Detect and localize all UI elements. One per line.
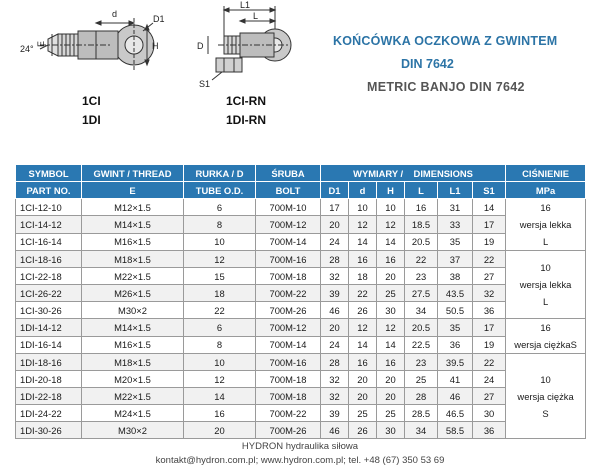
table-cell: 20: [349, 388, 377, 405]
table-cell: 16: [377, 251, 405, 268]
table-cell: 41: [438, 371, 473, 388]
table-body: [16, 199, 586, 439]
model-label-right: [226, 92, 266, 130]
header-gwint: GWINT / THREAD: [82, 165, 184, 182]
pressure-desc: wersja lekka: [519, 279, 572, 290]
table-cell: 28: [321, 354, 349, 371]
table-cell: 20: [377, 268, 405, 285]
table-cell: 1DI-16-14: [16, 336, 82, 354]
pressure-desc: wersja lekka: [519, 219, 572, 230]
table-cell: 17: [473, 216, 506, 233]
banjo-fitting-rn-drawing: [208, 6, 291, 80]
table-cell: 26: [349, 422, 377, 439]
table-cell: 1DI-24-22: [16, 405, 82, 422]
header-symbol: SYMBOL: [16, 165, 82, 182]
model-label-left: [82, 92, 101, 130]
table-cell: 39: [321, 405, 349, 422]
header-mpa: MPa: [506, 182, 586, 199]
title-english: METRIC BANJO DIN 7642: [367, 80, 525, 94]
table-cell: 20: [321, 216, 349, 233]
table-row: [16, 336, 586, 354]
table-cell: 20: [377, 388, 405, 405]
table-cell: 700M-14: [256, 233, 321, 250]
table-cell: 22: [405, 251, 438, 268]
table-cell: 20: [377, 371, 405, 388]
header-wymiary: WYMIARY / DIMENSIONS: [321, 165, 506, 182]
header-d1: D1: [321, 182, 349, 199]
table-row: [16, 422, 586, 439]
table-cell: 34: [405, 302, 438, 319]
label-l1: L1: [240, 0, 251, 10]
table-cell: 1DI-20-18: [16, 371, 82, 388]
table-cell: 22: [473, 354, 506, 371]
table-row: [16, 405, 586, 422]
table-cell: 27: [473, 268, 506, 285]
table-row: [16, 371, 586, 388]
table-cell: 1DI-14-12: [16, 319, 82, 337]
table-cell: 10: [184, 233, 256, 250]
table-cell: 24: [321, 336, 349, 354]
table-cell: 700M-12: [256, 216, 321, 233]
table-row: [16, 302, 586, 319]
label-angle: 24°: [20, 44, 34, 54]
table-cell: 35: [438, 233, 473, 250]
header-rurka-sub: TUBE O.D.: [184, 182, 256, 199]
table-cell: 700M-10: [256, 199, 321, 216]
pressure-desc: wersja ciężka: [517, 390, 574, 402]
table-cell: 31: [438, 199, 473, 216]
pressure-value: 10: [540, 262, 551, 273]
table-cell: 22: [473, 251, 506, 268]
table-cell: 20: [184, 422, 256, 439]
pressure-cell: [506, 354, 586, 439]
table-cell: 24: [473, 371, 506, 388]
label-h: H: [152, 41, 159, 51]
header-sruba-sub: BOLT: [256, 182, 321, 199]
table-cell: 18.5: [405, 216, 438, 233]
table-cell: 700M-12: [256, 319, 321, 337]
table-cell: 46: [321, 422, 349, 439]
title-block: [333, 34, 583, 94]
table-cell: M26×1.5: [82, 285, 184, 302]
pressure-desc: wersja ciężkaS: [514, 339, 577, 350]
header-row-2: [16, 182, 586, 199]
model-1ci-rn: 1CI-RN: [226, 94, 267, 108]
table-cell: M12×1.5: [82, 199, 184, 216]
header-s1: S1: [473, 182, 506, 199]
table-cell: 1CI-14-12: [16, 216, 82, 233]
footer-contact: kontakt@hydron.com.pl; www.hydron.com.pl; tel. +48 (67) 350 53 69: [155, 455, 445, 466]
table-cell: 17: [321, 199, 349, 216]
table-cell: 32: [473, 285, 506, 302]
table-cell: 14: [377, 336, 405, 354]
table-cell: 12: [377, 319, 405, 337]
table-cell: M30×2: [82, 302, 184, 319]
table-cell: 28: [321, 251, 349, 268]
table-cell: 33: [438, 216, 473, 233]
table-cell: 1CI-16-14: [16, 233, 82, 250]
table-row: [16, 388, 586, 405]
table-cell: 27: [473, 388, 506, 405]
table-cell: 38: [438, 268, 473, 285]
label-s1: S1: [199, 79, 211, 89]
table-row: [16, 251, 586, 268]
table-cell: 43.5: [438, 285, 473, 302]
table-cell: 20: [349, 371, 377, 388]
table-cell: M24×1.5: [82, 405, 184, 422]
table-cell: 22: [184, 302, 256, 319]
table-cell: 19: [473, 336, 506, 354]
header-cisnienie: CIŚNIENIE: [506, 165, 586, 182]
header-h: H: [377, 182, 405, 199]
table-cell: 28: [405, 388, 438, 405]
label-l: L: [253, 11, 259, 21]
table-cell: M18×1.5: [82, 251, 184, 268]
table-cell: 19: [473, 233, 506, 250]
technical-drawings: [0, 0, 330, 160]
pressure-cell: [506, 319, 586, 354]
table-cell: 15: [184, 268, 256, 285]
dimensions-table: [15, 164, 586, 439]
table-cell: 12: [184, 251, 256, 268]
table-cell: M16×1.5: [82, 233, 184, 250]
table-cell: M14×1.5: [82, 319, 184, 337]
table-cell: 23: [405, 354, 438, 371]
table-cell: 25: [405, 371, 438, 388]
table-cell: 700M-18: [256, 388, 321, 405]
table-row: [16, 319, 586, 337]
table-cell: M22×1.5: [82, 268, 184, 285]
label-d1: D1: [153, 14, 165, 24]
banjo-fitting-drawing: [40, 18, 154, 72]
table-cell: 700M-22: [256, 285, 321, 302]
table-cell: 14: [349, 336, 377, 354]
table-cell: 1DI-22-18: [16, 388, 82, 405]
table-cell: 46: [438, 388, 473, 405]
table-cell: 25: [377, 405, 405, 422]
pressure-value: 10: [540, 373, 551, 385]
table-cell: 46.5: [438, 405, 473, 422]
table-cell: 8: [184, 336, 256, 354]
table-cell: M14×1.5: [82, 216, 184, 233]
header-d: d: [349, 182, 377, 199]
table-cell: 1CI-22-18: [16, 268, 82, 285]
header-part-no: PART NO.: [16, 182, 82, 199]
table-cell: 700M-18: [256, 268, 321, 285]
table-cell: 12: [349, 216, 377, 233]
header-sruba: ŚRUBA: [256, 165, 321, 182]
table-cell: 14: [473, 199, 506, 216]
table-cell: 700M-26: [256, 302, 321, 319]
pressure-code: S: [542, 407, 549, 419]
table-cell: 32: [321, 268, 349, 285]
table-cell: 12: [377, 216, 405, 233]
table-cell: 18: [349, 268, 377, 285]
table-cell: 39: [321, 285, 349, 302]
table-cell: 700M-16: [256, 251, 321, 268]
table-cell: 24: [321, 233, 349, 250]
table-cell: 17: [473, 319, 506, 337]
table-cell: 16: [377, 354, 405, 371]
table-cell: 34: [405, 422, 438, 439]
table-cell: 12: [184, 371, 256, 388]
table-cell: 25: [349, 405, 377, 422]
pressure-value: 16: [540, 322, 551, 333]
table-row: [16, 199, 586, 216]
table-cell: 1CI-30-26: [16, 302, 82, 319]
header-gwint-sub: E: [82, 182, 184, 199]
model-1di: 1DI: [82, 113, 101, 127]
model-1di-rn: 1DI-RN: [226, 113, 267, 127]
pressure-cell: [506, 199, 586, 251]
pressure-value: 16: [540, 202, 551, 213]
table-cell: 700M-14: [256, 336, 321, 354]
table-cell: 36: [438, 336, 473, 354]
table-cell: M18×1.5: [82, 354, 184, 371]
table-cell: 16: [405, 199, 438, 216]
table-cell: 1CI-18-16: [16, 251, 82, 268]
table-cell: M20×1.5: [82, 371, 184, 388]
table-cell: 1CI-26-22: [16, 285, 82, 302]
table-cell: 8: [184, 216, 256, 233]
table-row: [16, 268, 586, 285]
table-cell: 28.5: [405, 405, 438, 422]
table-cell: 36: [473, 422, 506, 439]
table-cell: 18: [184, 285, 256, 302]
table-cell: 700M-22: [256, 405, 321, 422]
table-row: [16, 216, 586, 233]
table-cell: 16: [349, 251, 377, 268]
table-cell: 30: [377, 302, 405, 319]
label-d-tube: D: [197, 41, 204, 51]
table-cell: 700M-18: [256, 371, 321, 388]
title-polish: KOŃCÓWKA OCZKOWA Z GWINTEM: [333, 34, 558, 48]
table-cell: M16×1.5: [82, 336, 184, 354]
table-cell: 20.5: [405, 233, 438, 250]
table-cell: 10: [184, 354, 256, 371]
header-row-1: [16, 165, 586, 182]
table-cell: 1DI-30-26: [16, 422, 82, 439]
table-cell: 16: [184, 405, 256, 422]
table-cell: 50.5: [438, 302, 473, 319]
table-cell: 37: [438, 251, 473, 268]
table-cell: 700M-16: [256, 354, 321, 371]
title-din: DIN 7642: [401, 57, 454, 71]
table-cell: 14: [377, 233, 405, 250]
label-d: d: [112, 9, 118, 19]
table-cell: 27.5: [405, 285, 438, 302]
table-cell: 22.5: [405, 336, 438, 354]
table-cell: 20: [321, 319, 349, 337]
table-cell: 25: [377, 285, 405, 302]
table-cell: 16: [349, 354, 377, 371]
model-1ci: 1CI: [82, 94, 101, 108]
table-cell: 10: [349, 199, 377, 216]
table-cell: 700M-26: [256, 422, 321, 439]
table-cell: 6: [184, 319, 256, 337]
table-row: [16, 285, 586, 302]
label-e: E: [36, 40, 46, 47]
table-cell: 10: [377, 199, 405, 216]
table-row: [16, 233, 586, 250]
table-cell: 58.5: [438, 422, 473, 439]
table-cell: 32: [321, 388, 349, 405]
table-cell: 35: [438, 319, 473, 337]
pressure-code: L: [542, 236, 549, 247]
table-cell: 39.5: [438, 354, 473, 371]
footer: [0, 440, 600, 468]
table-cell: 26: [349, 302, 377, 319]
table-cell: 6: [184, 199, 256, 216]
table-cell: 1CI-12-10: [16, 199, 82, 216]
table-cell: 1DI-18-16: [16, 354, 82, 371]
header-rurka: RURKA / D: [184, 165, 256, 182]
table-cell: 12: [349, 319, 377, 337]
table-cell: M22×1.5: [82, 388, 184, 405]
table-cell: M30×2: [82, 422, 184, 439]
table-cell: 32: [321, 371, 349, 388]
footer-company: HYDRON hydraulika siłowa: [241, 441, 359, 452]
header-l: L: [405, 182, 438, 199]
table-cell: 14: [184, 388, 256, 405]
table-row: [16, 354, 586, 371]
table-cell: 14: [349, 233, 377, 250]
table-cell: 20.5: [405, 319, 438, 337]
table-cell: 23: [405, 268, 438, 285]
table-cell: 30: [473, 405, 506, 422]
pressure-cell: [506, 251, 586, 319]
table-cell: 46: [321, 302, 349, 319]
pressure-code: L: [542, 296, 549, 307]
table-cell: 36: [473, 302, 506, 319]
table-cell: 22: [349, 285, 377, 302]
table-cell: 30: [377, 422, 405, 439]
header-l1: L1: [438, 182, 473, 199]
